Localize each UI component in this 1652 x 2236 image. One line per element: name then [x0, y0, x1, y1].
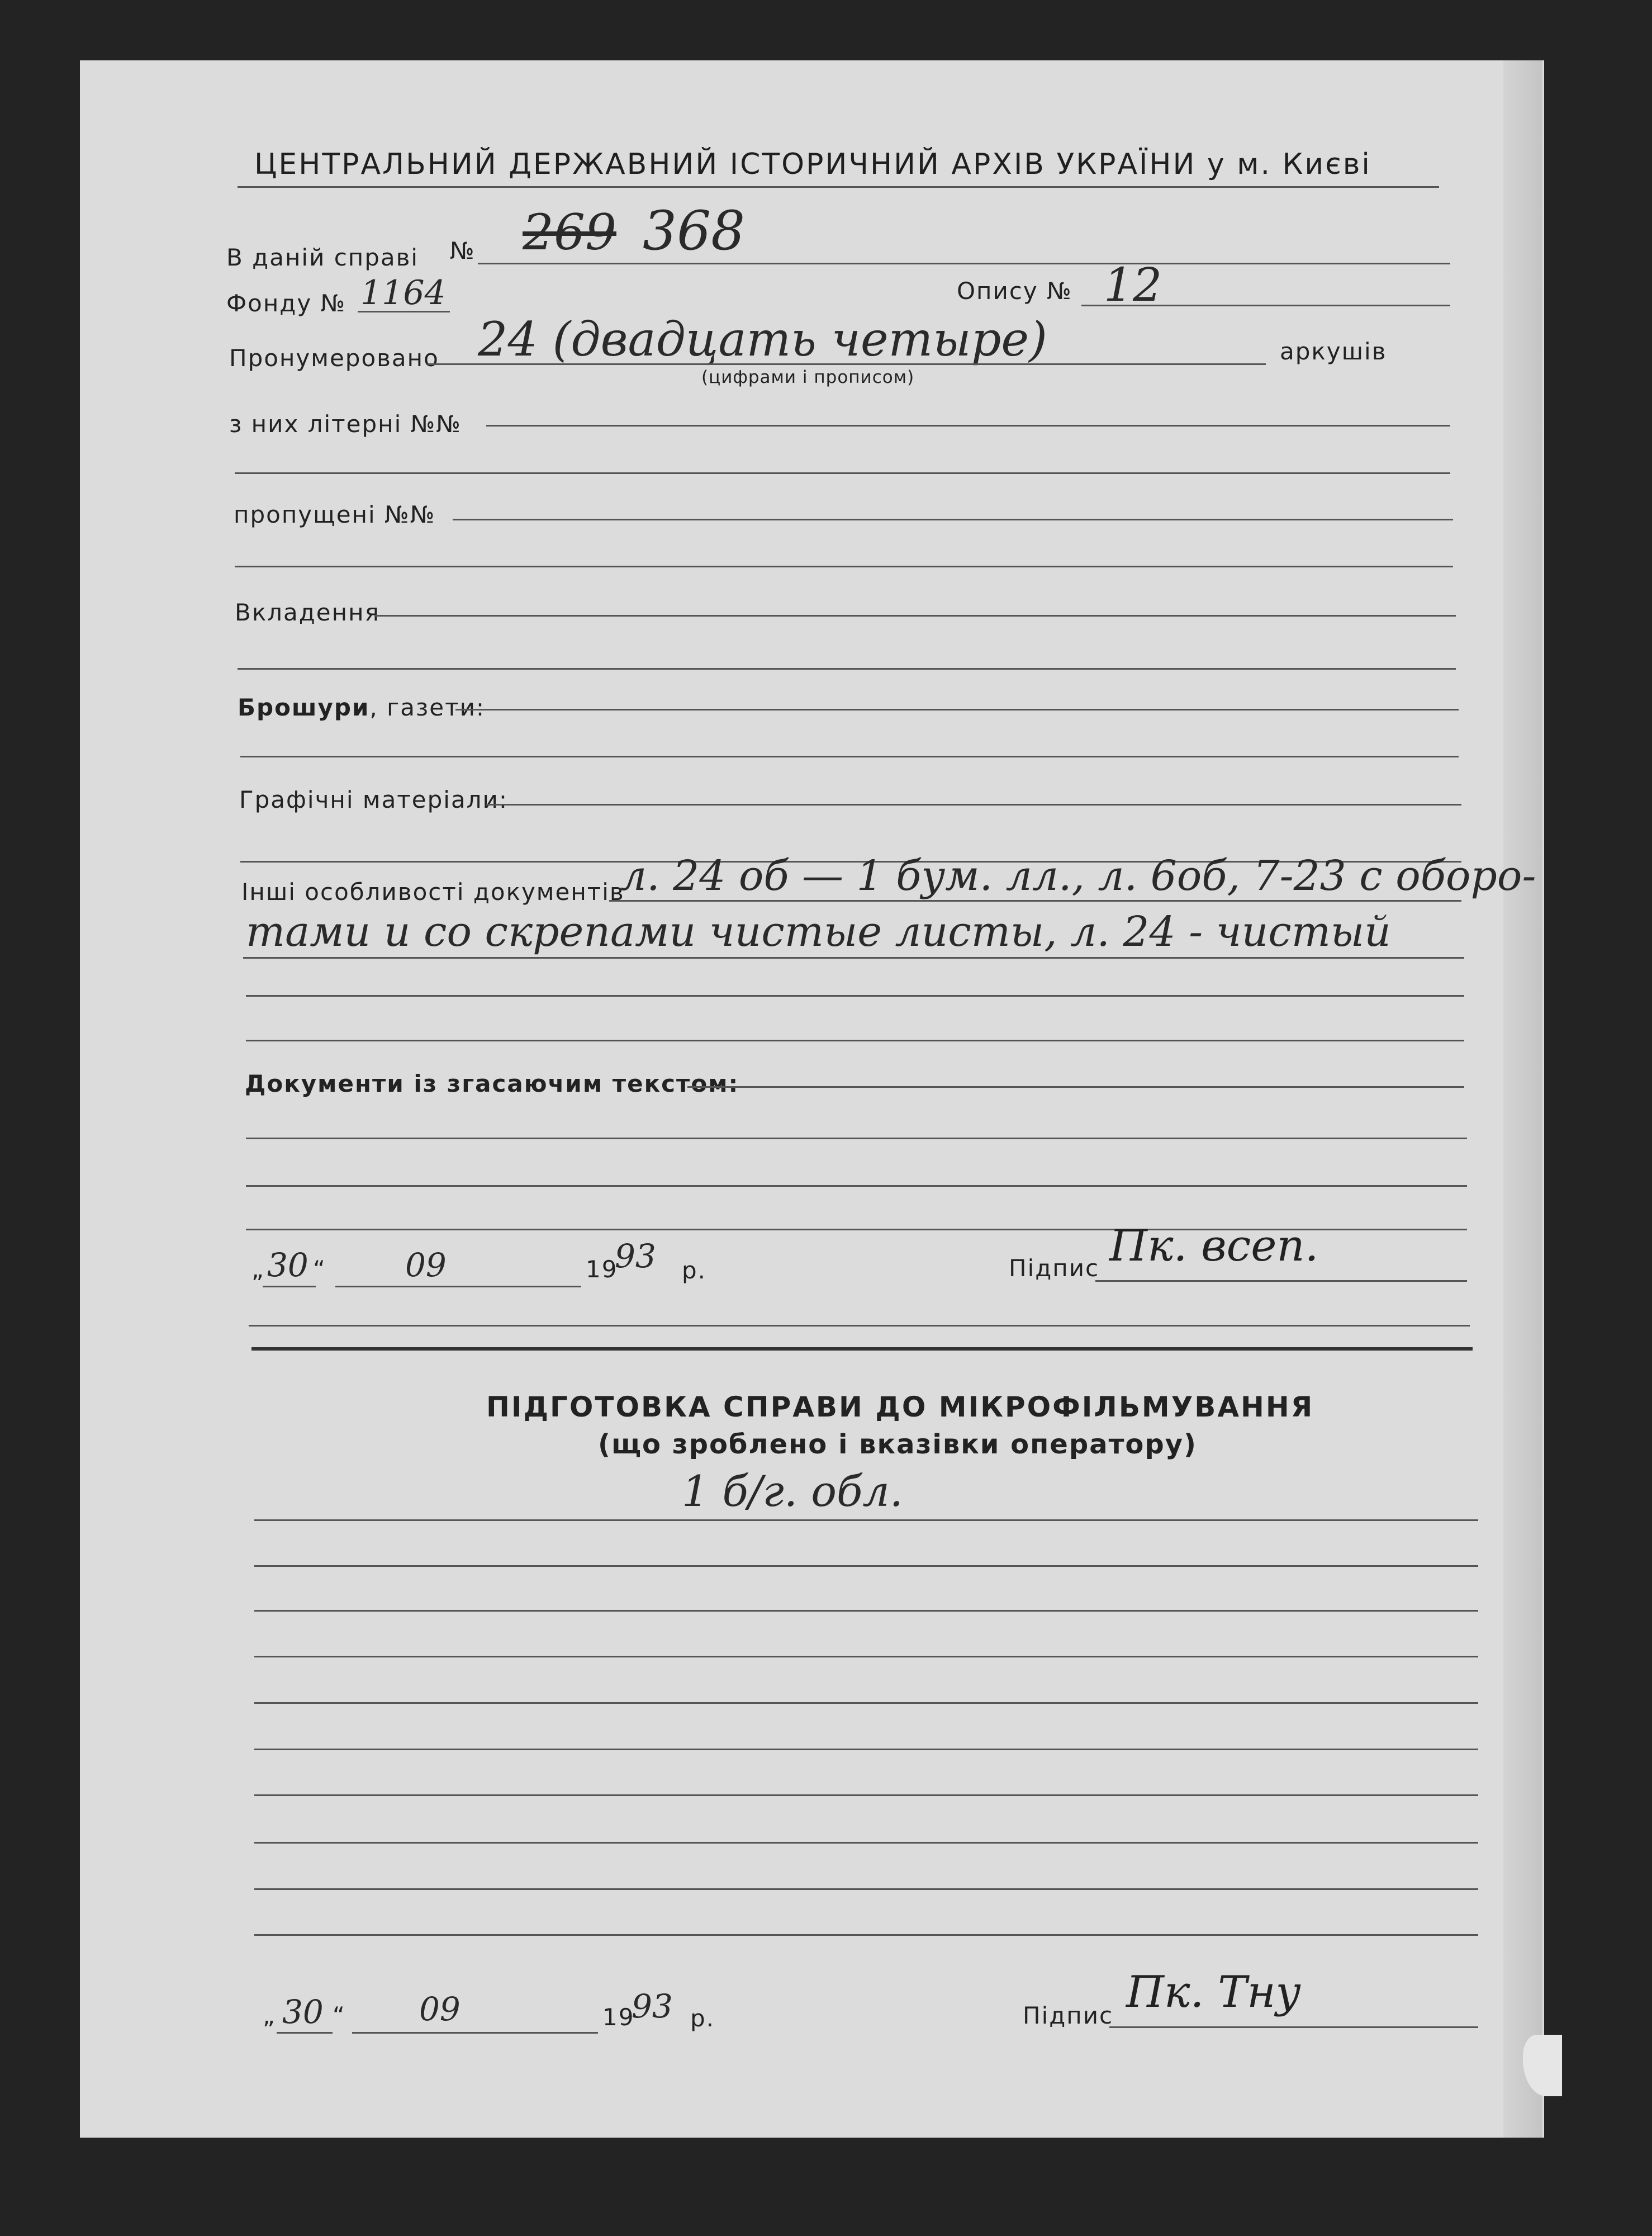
signature1-bottom-line — [249, 1325, 1470, 1327]
brochures-line-1 — [455, 709, 1459, 710]
date1-open-quote: „ — [251, 1256, 265, 1283]
inserts-label: Вкладення — [235, 599, 380, 626]
date2-year-prefix: 19 — [602, 2003, 635, 2031]
sheets-label: аркушів — [1280, 338, 1387, 365]
skipped-numbers-label: пропущені №№ — [234, 501, 436, 528]
faded-text-line-2 — [246, 1138, 1467, 1139]
signature1-mark: Пк. всеп. — [1109, 1221, 1319, 1271]
date2-close-quote: “ — [333, 2002, 346, 2029]
microfilm-line-9 — [254, 1888, 1478, 1890]
other-features-line-1 — [609, 900, 1461, 902]
numbered-value: 24 (двадцать четыре) — [478, 312, 1047, 367]
microfilm-line-7 — [254, 1794, 1478, 1796]
brochures-label — [238, 696, 485, 719]
faded-text-label: Документи із згасаючим текстом: — [245, 1070, 739, 1097]
opys-value-line — [1081, 305, 1450, 306]
faded-text-line-1 — [687, 1086, 1464, 1088]
case-value: 368 — [643, 200, 746, 262]
fond-value-line — [358, 311, 450, 312]
microfilm-subtitle: (що зроблено і вказівки оператору) — [598, 1429, 1197, 1460]
date2-day-line — [277, 2032, 333, 2034]
date1-month-line — [335, 1286, 581, 1287]
fond-label: Фонду № — [226, 290, 346, 317]
graphics-line-1 — [486, 804, 1461, 806]
microfilm-line-3 — [254, 1610, 1478, 1612]
date1-day-line — [263, 1286, 316, 1287]
sheet-edge-shadow — [1503, 60, 1542, 2138]
microfilm-line-5 — [254, 1702, 1478, 1704]
date1-year-prefix: 19 — [586, 1256, 618, 1283]
microfilm-line-10 — [254, 1934, 1478, 1936]
letter-numbers-label: з них літерні №№ — [229, 410, 462, 438]
microfilm-line-2 — [254, 1565, 1478, 1567]
archive-header-title: ЦЕНТРАЛЬНИЙ ДЕРЖАВНИЙ ІСТОРИЧНИЙ АРХІВ УКРАЇНИ у м. Києві — [254, 148, 1371, 181]
case-value-line — [478, 263, 1450, 264]
signature2-label: Підпис — [1023, 2002, 1114, 2029]
faded-text-line-3 — [246, 1185, 1467, 1187]
skipped-numbers-line-2 — [235, 566, 1453, 567]
brochures-line-2 — [240, 756, 1459, 757]
opys-value: 12 — [1104, 259, 1162, 312]
other-features-line-3 — [246, 995, 1464, 997]
date1-year-suffix: 93 — [615, 1237, 656, 1275]
brochures-label-bold: Брошури — [238, 694, 370, 721]
skipped-numbers-line-1 — [453, 519, 1453, 520]
date1-day: 30 — [267, 1246, 308, 1284]
date1-month: 09 — [405, 1246, 447, 1284]
microfilm-line-4 — [254, 1656, 1478, 1657]
inserts-line-2 — [238, 668, 1456, 670]
signature2-line — [1109, 2026, 1478, 2028]
microfilm-line-8 — [254, 1842, 1478, 1844]
letter-numbers-line-2 — [235, 472, 1450, 474]
microfilm-note: 1 б/г. обл. — [682, 1466, 903, 1516]
microfilm-line-1 — [254, 1519, 1478, 1521]
letter-numbers-line-1 — [486, 425, 1450, 427]
other-features-line-2 — [243, 957, 1464, 959]
case-value-crossed: 269 — [523, 203, 616, 261]
microfilm-title: ПІДГОТОВКА СПРАВИ ДО МІКРОФІЛЬМУВАННЯ — [486, 1391, 1314, 1423]
inserts-line-1 — [374, 615, 1456, 617]
section-divider — [251, 1347, 1473, 1351]
header-underline — [238, 186, 1439, 188]
date2-open-quote: „ — [263, 2002, 276, 2029]
fond-value: 1164 — [360, 273, 446, 312]
signature1-label: Підпис — [1009, 1254, 1100, 1282]
numbered-hint: (цифрами і прописом) — [701, 367, 915, 387]
date1-close-quote: “ — [313, 1256, 326, 1283]
date1-year-unit: р. — [682, 1257, 707, 1284]
date2-year-unit: р. — [690, 2005, 715, 2032]
other-features-value-line1: л. 24 об — 1 бум. лл., л. 6об, 7-23 с оборо- — [620, 852, 1536, 900]
other-features-line-4 — [246, 1040, 1464, 1041]
other-features-value-line2: тами и со скрепами чистые листы, л. 24 - чистый — [246, 908, 1391, 956]
opys-label: Опису № — [957, 277, 1072, 305]
brochures-label-rest: , газети: — [369, 694, 486, 721]
signature1-line — [1095, 1280, 1467, 1282]
numbered-value-line — [428, 363, 1266, 365]
case-label: В даній справі — [226, 244, 419, 271]
date2-month: 09 — [419, 1990, 461, 2028]
case-number-sign: № — [450, 237, 476, 264]
numbered-label: Пронумеровано — [229, 344, 439, 372]
other-features-label: Інші особливості документів — [241, 878, 625, 906]
date2-year-suffix: 93 — [632, 1987, 673, 2025]
graphics-label: Графічні матеріали: — [239, 786, 508, 813]
microfilm-line-6 — [254, 1749, 1478, 1750]
date2-month-line — [352, 2032, 598, 2034]
signature2-mark: Пк. Тну — [1126, 1967, 1301, 2017]
date2-day: 30 — [282, 1993, 324, 2031]
